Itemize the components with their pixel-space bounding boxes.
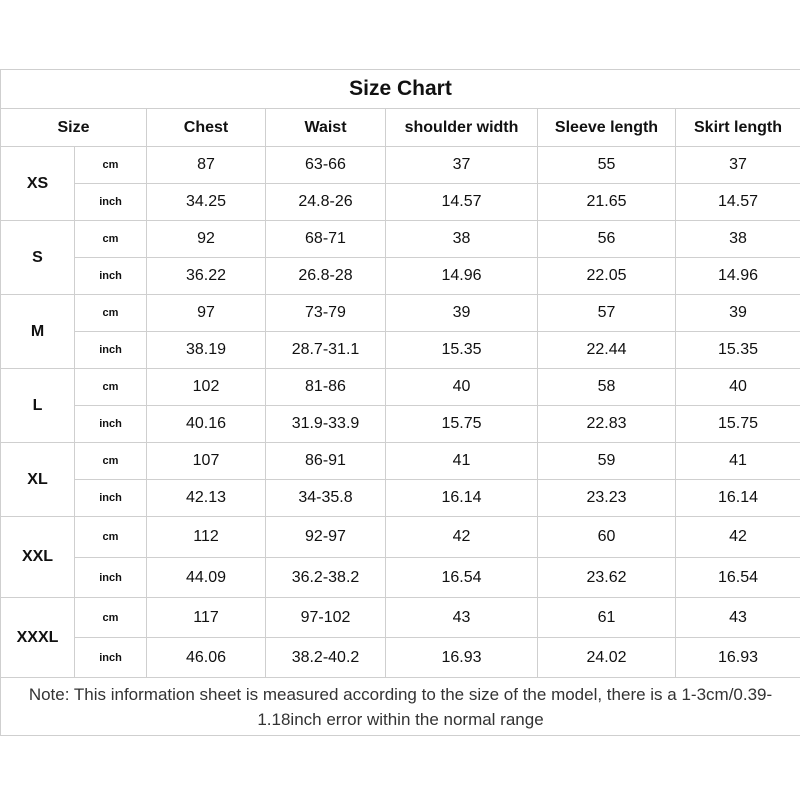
measurement-note: Note: This information sheet is measured according to the size of the model, there is a 1-3cm/0.39-1.18inch error within the normal range [1,678,800,736]
table-cell: 31.9-33.9 [266,406,386,443]
table-cell: 37 [386,147,538,184]
table-row [1,443,800,480]
table-cell: 68-71 [266,221,386,258]
table-cell: 102 [147,369,266,406]
size-label: XXXL [1,598,75,678]
unit-label: inch [75,638,147,678]
unit-label: cm [75,221,147,258]
table-cell: 56 [538,221,676,258]
header-chest: Chest [147,109,266,147]
table-cell: 44.09 [147,558,266,598]
unit-label: cm [75,517,147,558]
unit-label: inch [75,406,147,443]
table-cell: 42 [386,517,538,558]
table-cell: 16.54 [676,558,800,598]
table-cell: 15.75 [676,406,800,443]
table-row [1,406,800,443]
table-row [1,638,800,678]
table-cell: 16.14 [676,480,800,517]
table-cell: 41 [386,443,538,480]
table-cell: 39 [676,295,800,332]
table-row [1,184,800,221]
table-cell: 40 [676,369,800,406]
size-label: L [1,369,75,443]
unit-label: inch [75,480,147,517]
unit-label: inch [75,184,147,221]
table-cell: 14.96 [676,258,800,295]
table-row [1,332,800,369]
header-shoulder-width: shoulder width [386,109,538,147]
unit-label: inch [75,258,147,295]
size-label: XS [1,147,75,221]
table-cell: 38 [386,221,538,258]
table-cell: 34.25 [147,184,266,221]
table-cell: 14.57 [676,184,800,221]
table-cell: 14.96 [386,258,538,295]
table-cell: 15.35 [386,332,538,369]
table-cell: 61 [538,598,676,638]
note-row [1,678,800,736]
size-label: S [1,221,75,295]
table-cell: 46.06 [147,638,266,678]
table-cell: 81-86 [266,369,386,406]
table-cell: 41 [676,443,800,480]
table-cell: 23.62 [538,558,676,598]
table-cell: 24.8-26 [266,184,386,221]
table-cell: 37 [676,147,800,184]
unit-label: cm [75,443,147,480]
unit-label: cm [75,369,147,406]
table-cell: 34-35.8 [266,480,386,517]
header-size: Size [1,109,147,147]
table-cell: 39 [386,295,538,332]
size-chart-sheet [0,69,800,736]
table-cell: 14.57 [386,184,538,221]
table-cell: 63-66 [266,147,386,184]
table-cell: 36.22 [147,258,266,295]
table-cell: 36.2-38.2 [266,558,386,598]
table-cell: 22.44 [538,332,676,369]
table-cell: 16.14 [386,480,538,517]
table-row [1,517,800,558]
table-cell: 38.19 [147,332,266,369]
table-cell: 26.8-28 [266,258,386,295]
header-sleeve-length: Sleeve length [538,109,676,147]
unit-label: cm [75,295,147,332]
table-cell: 86-91 [266,443,386,480]
unit-label: cm [75,598,147,638]
table-row [1,558,800,598]
table-row [1,147,800,184]
table-cell: 107 [147,443,266,480]
header-row [1,109,800,147]
table-cell: 28.7-31.1 [266,332,386,369]
table-cell: 21.65 [538,184,676,221]
size-label: XXL [1,517,75,598]
table-cell: 97 [147,295,266,332]
table-row [1,221,800,258]
header-waist: Waist [266,109,386,147]
table-cell: 38.2-40.2 [266,638,386,678]
table-cell: 43 [386,598,538,638]
table-row [1,480,800,517]
table-cell: 22.83 [538,406,676,443]
table-cell: 42 [676,517,800,558]
table-cell: 40 [386,369,538,406]
table-row [1,258,800,295]
table-cell: 16.54 [386,558,538,598]
table-cell: 24.02 [538,638,676,678]
table-cell: 92-97 [266,517,386,558]
unit-label: inch [75,332,147,369]
table-cell: 92 [147,221,266,258]
unit-label: inch [75,558,147,598]
table-cell: 117 [147,598,266,638]
table-cell: 112 [147,517,266,558]
table-cell: 38 [676,221,800,258]
header-skirt-length: Skirt length [676,109,800,147]
table-cell: 43 [676,598,800,638]
table-cell: 97-102 [266,598,386,638]
table-cell: 23.23 [538,480,676,517]
table-row [1,598,800,638]
table-cell: 40.16 [147,406,266,443]
table-cell: 16.93 [386,638,538,678]
table-cell: 15.35 [676,332,800,369]
size-label: M [1,295,75,369]
table-cell: 58 [538,369,676,406]
table-cell: 15.75 [386,406,538,443]
table-row [1,369,800,406]
size-label: XL [1,443,75,517]
table-cell: 60 [538,517,676,558]
table-row [1,295,800,332]
table-cell: 73-79 [266,295,386,332]
table-cell: 22.05 [538,258,676,295]
size-chart-table [0,69,800,736]
chart-title: Size Chart [1,70,800,109]
table-cell: 42.13 [147,480,266,517]
table-cell: 55 [538,147,676,184]
unit-label: cm [75,147,147,184]
table-cell: 57 [538,295,676,332]
table-cell: 87 [147,147,266,184]
table-cell: 59 [538,443,676,480]
table-cell: 16.93 [676,638,800,678]
